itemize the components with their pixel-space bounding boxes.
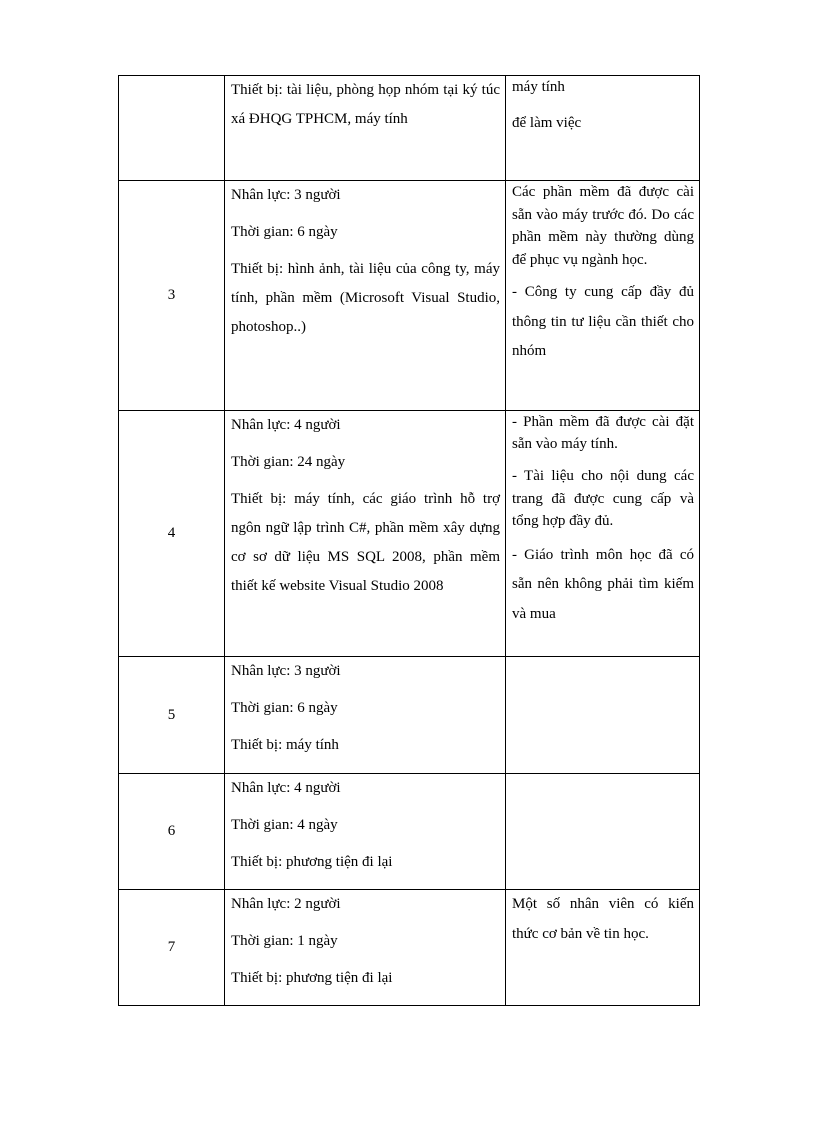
- resource-line: Thời gian: 1 ngày: [231, 933, 338, 949]
- notes-cell: [506, 411, 700, 657]
- resource-line: Thiết bị: hình ảnh, tài liệu của công ty, máy tính, phần mềm (Microsoft Visual Studio, photoshop..): [231, 261, 500, 335]
- resource-line: Thời gian: 24 ngày: [231, 454, 346, 470]
- resource-line: Thiết bị: phương tiện đi lại: [231, 970, 393, 986]
- resource-line: Nhân lực: 4 người: [231, 780, 341, 796]
- resource-line: Nhân lực: 4 người: [231, 417, 341, 433]
- resource-line: Thiết bị: máy tính: [231, 737, 339, 753]
- table-row: [119, 181, 700, 411]
- note-line: để làm việc: [512, 115, 582, 131]
- resource-line: Thiết bị: phương tiện đi lại: [231, 854, 393, 870]
- resources-cell: [225, 411, 506, 657]
- table-row: [119, 411, 700, 657]
- resources-cell: [225, 774, 506, 890]
- resource-table: [118, 75, 700, 1006]
- resource-line: Thiết bị: tài liệu, phòng họp nhóm tại ký túc xá ĐHQG TPHCM, máy tính: [231, 82, 500, 127]
- table-row: [119, 774, 700, 890]
- step-number-cell: 3: [119, 181, 225, 411]
- table-row: [119, 890, 700, 1006]
- note-line: - Công ty cung cấp đầy đủ thông tin tư liệu cần thiết cho nhóm: [512, 284, 694, 359]
- resources-cell: [225, 657, 506, 774]
- resource-line: Nhân lực: 3 người: [231, 663, 341, 679]
- notes-cell: [506, 76, 700, 181]
- step-number-cell: 5: [119, 657, 225, 774]
- resource-line: Thời gian: 6 ngày: [231, 224, 338, 240]
- resource-line: Thời gian: 4 ngày: [231, 817, 338, 833]
- table-row: [119, 657, 700, 774]
- resource-line: Thiết bị: máy tính, các giáo trình hỗ trợ ngôn ngữ lập trình C#, phần mềm xây dựng cơ sơ dữ liệu MS SQL 2008, phần mềm thiết kế website Visual Studio 2008: [231, 491, 500, 594]
- step-number-cell: 4: [119, 411, 225, 657]
- resource-line: Thời gian: 6 ngày: [231, 700, 338, 716]
- step-number-cell: 7: [119, 890, 225, 1006]
- note-line: - Giáo trình môn học đã có sẵn nên không phải tìm kiếm và mua: [512, 546, 694, 622]
- step-number-cell: [119, 76, 225, 181]
- note-line: - Tài liệu cho nội dung các trang đã được cung cấp và tổng hợp đầy đủ.: [512, 468, 694, 529]
- table-row: [119, 76, 700, 181]
- resources-cell: [225, 76, 506, 181]
- note-line: Các phần mềm đã được cài sẵn vào máy trước đó. Do các phần mềm này thường dùng để phục vụ ngành học.: [512, 184, 694, 268]
- resources-cell: [225, 181, 506, 411]
- notes-cell: [506, 890, 700, 1006]
- note-line: máy tính: [512, 79, 565, 95]
- resource-line: Nhân lực: 3 người: [231, 187, 341, 203]
- notes-cell: [506, 181, 700, 411]
- step-number-cell: 6: [119, 774, 225, 890]
- note-line: Một số nhân viên có kiến thức cơ bản về tin học.: [512, 896, 694, 942]
- note-line: - Phần mềm đã được cài đặt sẵn vào máy tính.: [512, 414, 694, 452]
- notes-cell: [506, 657, 700, 774]
- resource-line: Nhân lực: 2 người: [231, 896, 341, 912]
- notes-cell: [506, 774, 700, 890]
- resources-cell: [225, 890, 506, 1006]
